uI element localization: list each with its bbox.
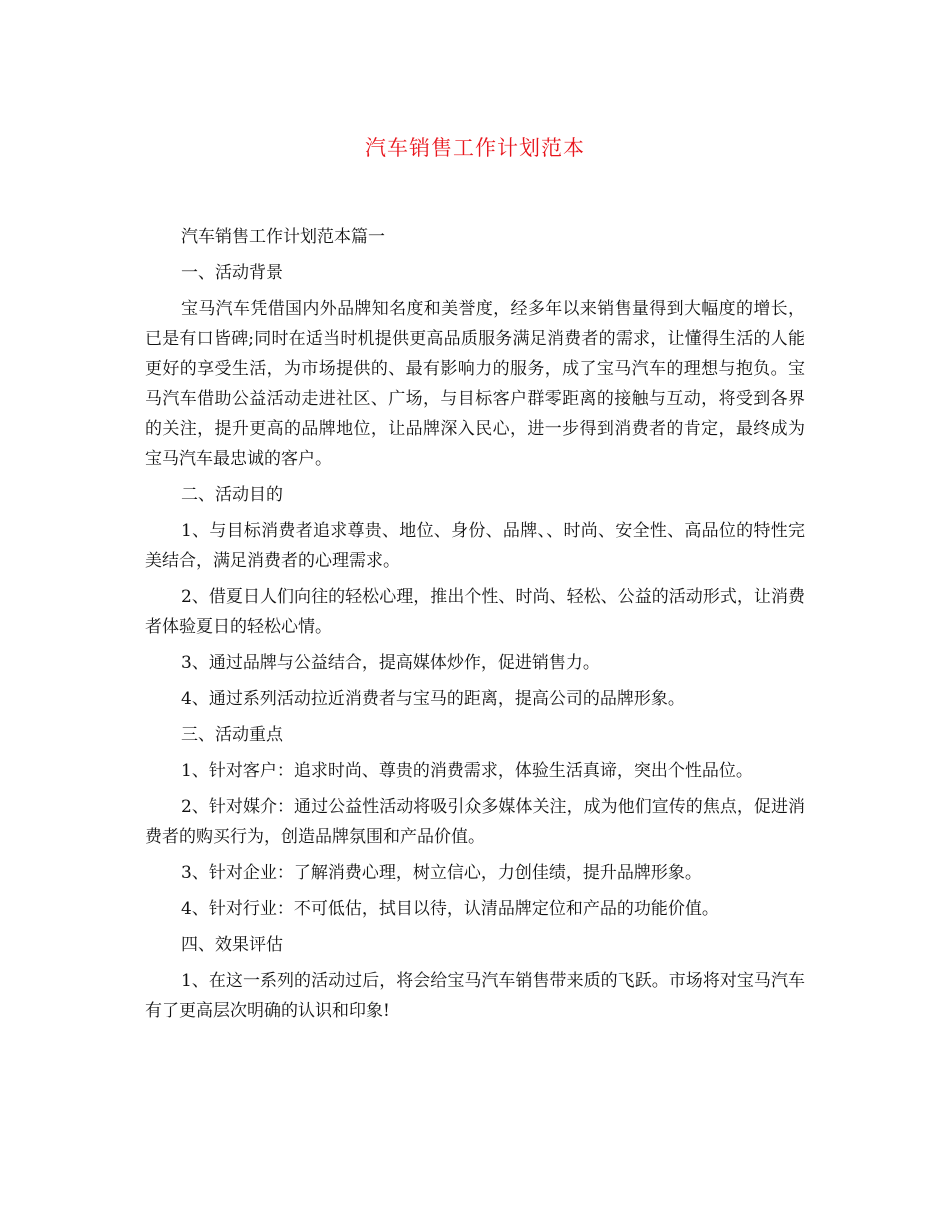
purpose-item-2: 2、借夏日人们向往的轻松心理，推出个性、时尚、轻松、公益的活动形式，让消费者体验夏日的轻松心情。 [145,587,805,637]
paragraph-background: 宝马汽车凭借国内外品牌知名度和美誉度，经多年以来销售量得到大幅度的增长，已是有口皆碑;同时在适当时机提供更高品质服务满足消费者的需求，让懂得生活的人能更好的享受生活，为市场提供的、最有影响力的服务，成了宝马汽车的理想与抱负。宝马汽车借助公益活动走进社区、广场，与目标客户群零距离的接触与互动，将受到各界的关注，提升更高的品牌地位，让品牌深入民心，进一步得到消费者的肯定，最终成为宝马汽车最忠诚的客户。 [145,299,805,469]
heading-effect-evaluation: 四、效果评估 [181,935,283,955]
heading-activity-focus: 三、活动重点 [181,725,283,745]
evaluation-item-1: 1、在这一系列的活动过后，将会给宝马汽车销售带来质的飞跃。市场将对宝马汽车有了更高层次明确的认识和印象! [145,971,805,1021]
document-body [145,222,805,1032]
heading-activity-purpose: 二、活动目的 [181,485,283,505]
focus-item-2: 2、针对媒介：通过公益性活动将吸引众多媒体关注，成为他们宣传的焦点，促进消费者的购买行为，创造品牌氛围和产品价值。 [145,797,805,847]
section-heading-part-one: 汽车销售工作计划范本篇一 [181,227,385,247]
focus-item-1: 1、针对客户：追求时尚、尊贵的消费需求，体验生活真谛，突出个性品位。 [181,761,753,781]
purpose-item-3: 3、通过品牌与公益结合，提高媒体炒作，促进销售力。 [181,653,600,673]
purpose-item-1: 1、与目标消费者追求尊贵、地位、身份、品牌、、时尚、安全性、高品位的特性完美结合，满足消费者的心理需求。 [145,521,805,571]
focus-item-4: 4、针对行业：不可低估，拭目以待，认清品牌定位和产品的功能价值。 [181,899,719,919]
heading-activity-background: 一、活动背景 [181,263,283,283]
purpose-item-4: 4、通过系列活动拉近消费者与宝马的距离，提高公司的品牌形象。 [181,689,685,709]
focus-item-3: 3、针对企业：了解消费心理，树立信心，力创佳绩，提升品牌形象。 [181,863,702,883]
document-title: 汽车销售工作计划范本 [365,136,585,160]
